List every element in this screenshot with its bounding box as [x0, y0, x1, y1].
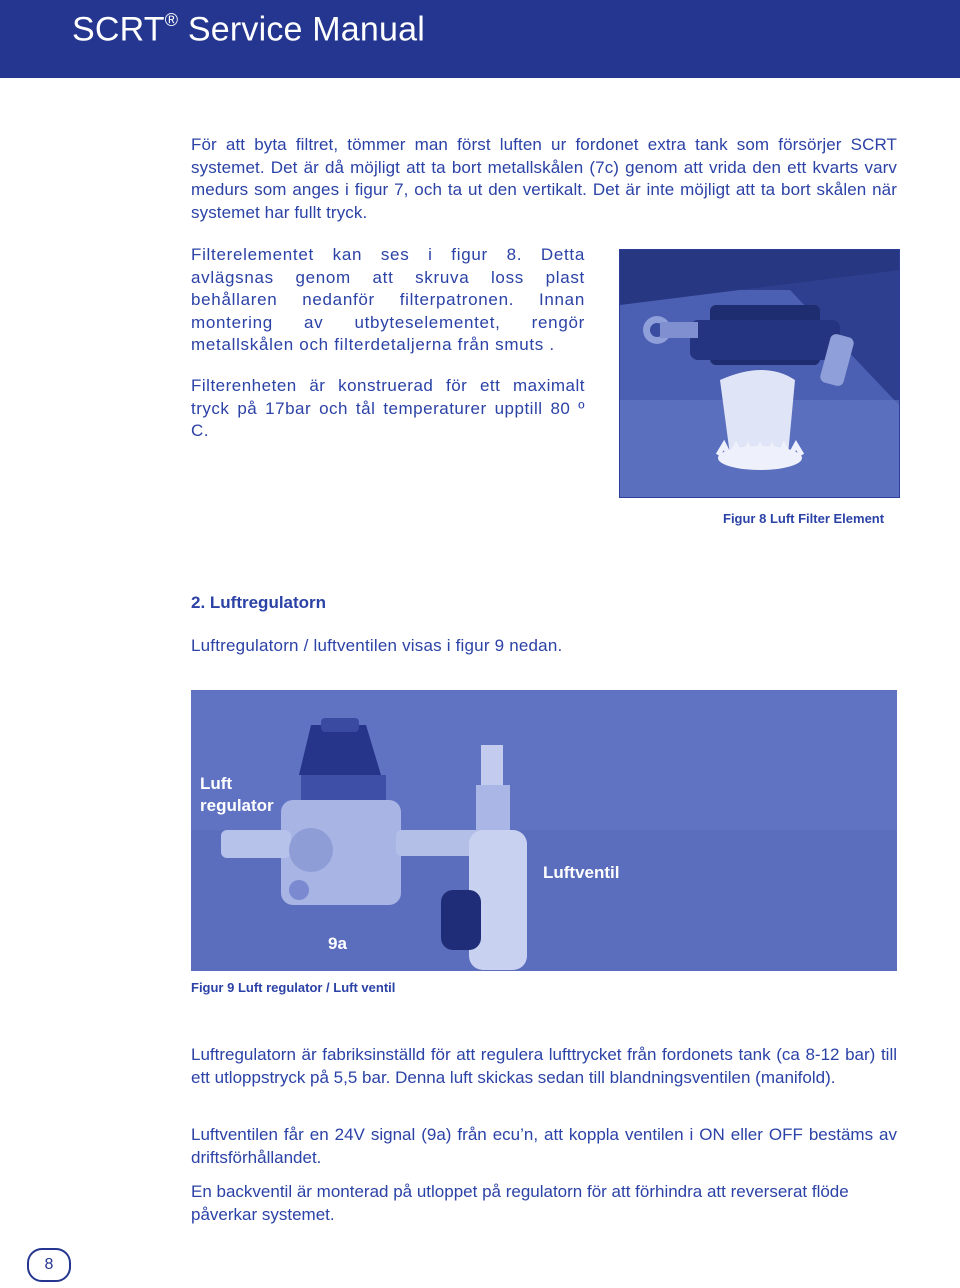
section-heading-luftregulatorn: 2. Luftregulatorn	[191, 593, 327, 612]
signal-9a-label: 9a	[328, 934, 347, 953]
regulator-photo	[191, 690, 897, 971]
figure8-caption: Figur 8 Luft Filter Element	[723, 511, 885, 526]
regulator-paragraph: Luftregulatorn är fabriksinställd för att regulera lufttrycket från fordonets tank (ca 8-12 bar) till ett utloppstryck på 5,5 bar. Denna luft skickas sedan till blandningsventilen (manifold).	[191, 1045, 897, 1087]
registered-mark: ®	[164, 10, 179, 30]
luftventil-label: Luftventil	[543, 863, 620, 882]
page-number: 8	[27, 1248, 71, 1282]
section-intro: Luftregulatorn / luftventilen visas i figur 9 nedan.	[191, 636, 563, 655]
filter-element-paragraph: Filterelementet kan ses i figur 8. Detta avlägsnas genom att skruva loss plast behållaren nedanför filterpatronen. Innan montering av utbyteselementet, rengör metallskålen och filterdetaljerna från smuts .	[191, 245, 585, 354]
page-header	[0, 0, 960, 78]
filter-element-photo	[619, 249, 900, 498]
filter-change-paragraph: För att byta filtret, tömmer man först luften ur fordonet extra tank som försörjer SCRT systemet. Det är då möjligt att ta bort metallskålen (7c) genom att vrida den ett kvarts varv medurs som anges i figur 7, och ta ut den vertikalt. Det är inte möjligt att ta bort skålen när systemet har fullt tryck.	[191, 135, 897, 222]
manual-title: SCRT® Service Manual	[72, 10, 425, 49]
figure9-caption: Figur 9 Luft regulator / Luft ventil	[191, 980, 396, 995]
filter-spec-paragraph: Filterenheten är konstruerad för ett maximalt tryck på 17bar och tål temperaturer upptill 80 º C.	[191, 376, 585, 440]
luft-regulator-label: Luft regulator	[200, 774, 274, 815]
valve-paragraph: Luftventilen får en 24V signal (9a) från ecu’n, att koppla ventilen i ON eller OFF bestäms av driftsförhållandet.	[191, 1125, 897, 1167]
check-valve-paragraph: En backventil är monterad på utloppet på regulatorn för att förhindra att reverserat flöde påverkar systemet.	[191, 1182, 849, 1224]
